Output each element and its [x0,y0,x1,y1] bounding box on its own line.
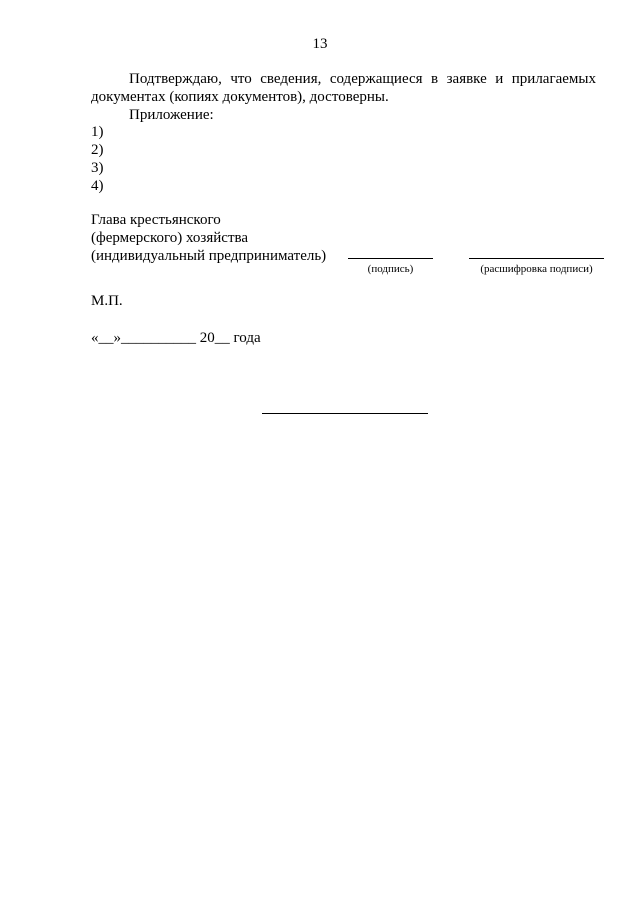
head-title-line: (фермерского) хозяйства [91,230,249,246]
signature-decoding-line [469,258,604,259]
confirmation-text: Подтверждаю, что сведения, содержащиеся в заявке и прилагаемых документах (копиях документов), достоверны. [91,71,596,105]
date-line: «__»__________ 20__ года [91,330,261,346]
stamp-place-label: М.П. [91,293,123,309]
signature-line [348,258,433,259]
attachment-item: 4) [91,178,104,194]
head-title-block [91,211,326,265]
head-title-line: Глава крестьянского [91,212,221,228]
page-number: 13 [312,36,328,52]
attachment-list [91,123,104,195]
head-title-line: (индивидуальный предприниматель) [91,248,327,264]
attachment-item: 1) [91,124,104,140]
end-rule [262,413,428,414]
attachment-label: Приложение: [129,107,214,123]
signature-caption: (подпись) [367,263,414,275]
signature-decoding-caption: (расшифровка подписи) [480,263,593,275]
attachment-item: 2) [91,142,104,158]
attachment-item: 3) [91,160,104,176]
